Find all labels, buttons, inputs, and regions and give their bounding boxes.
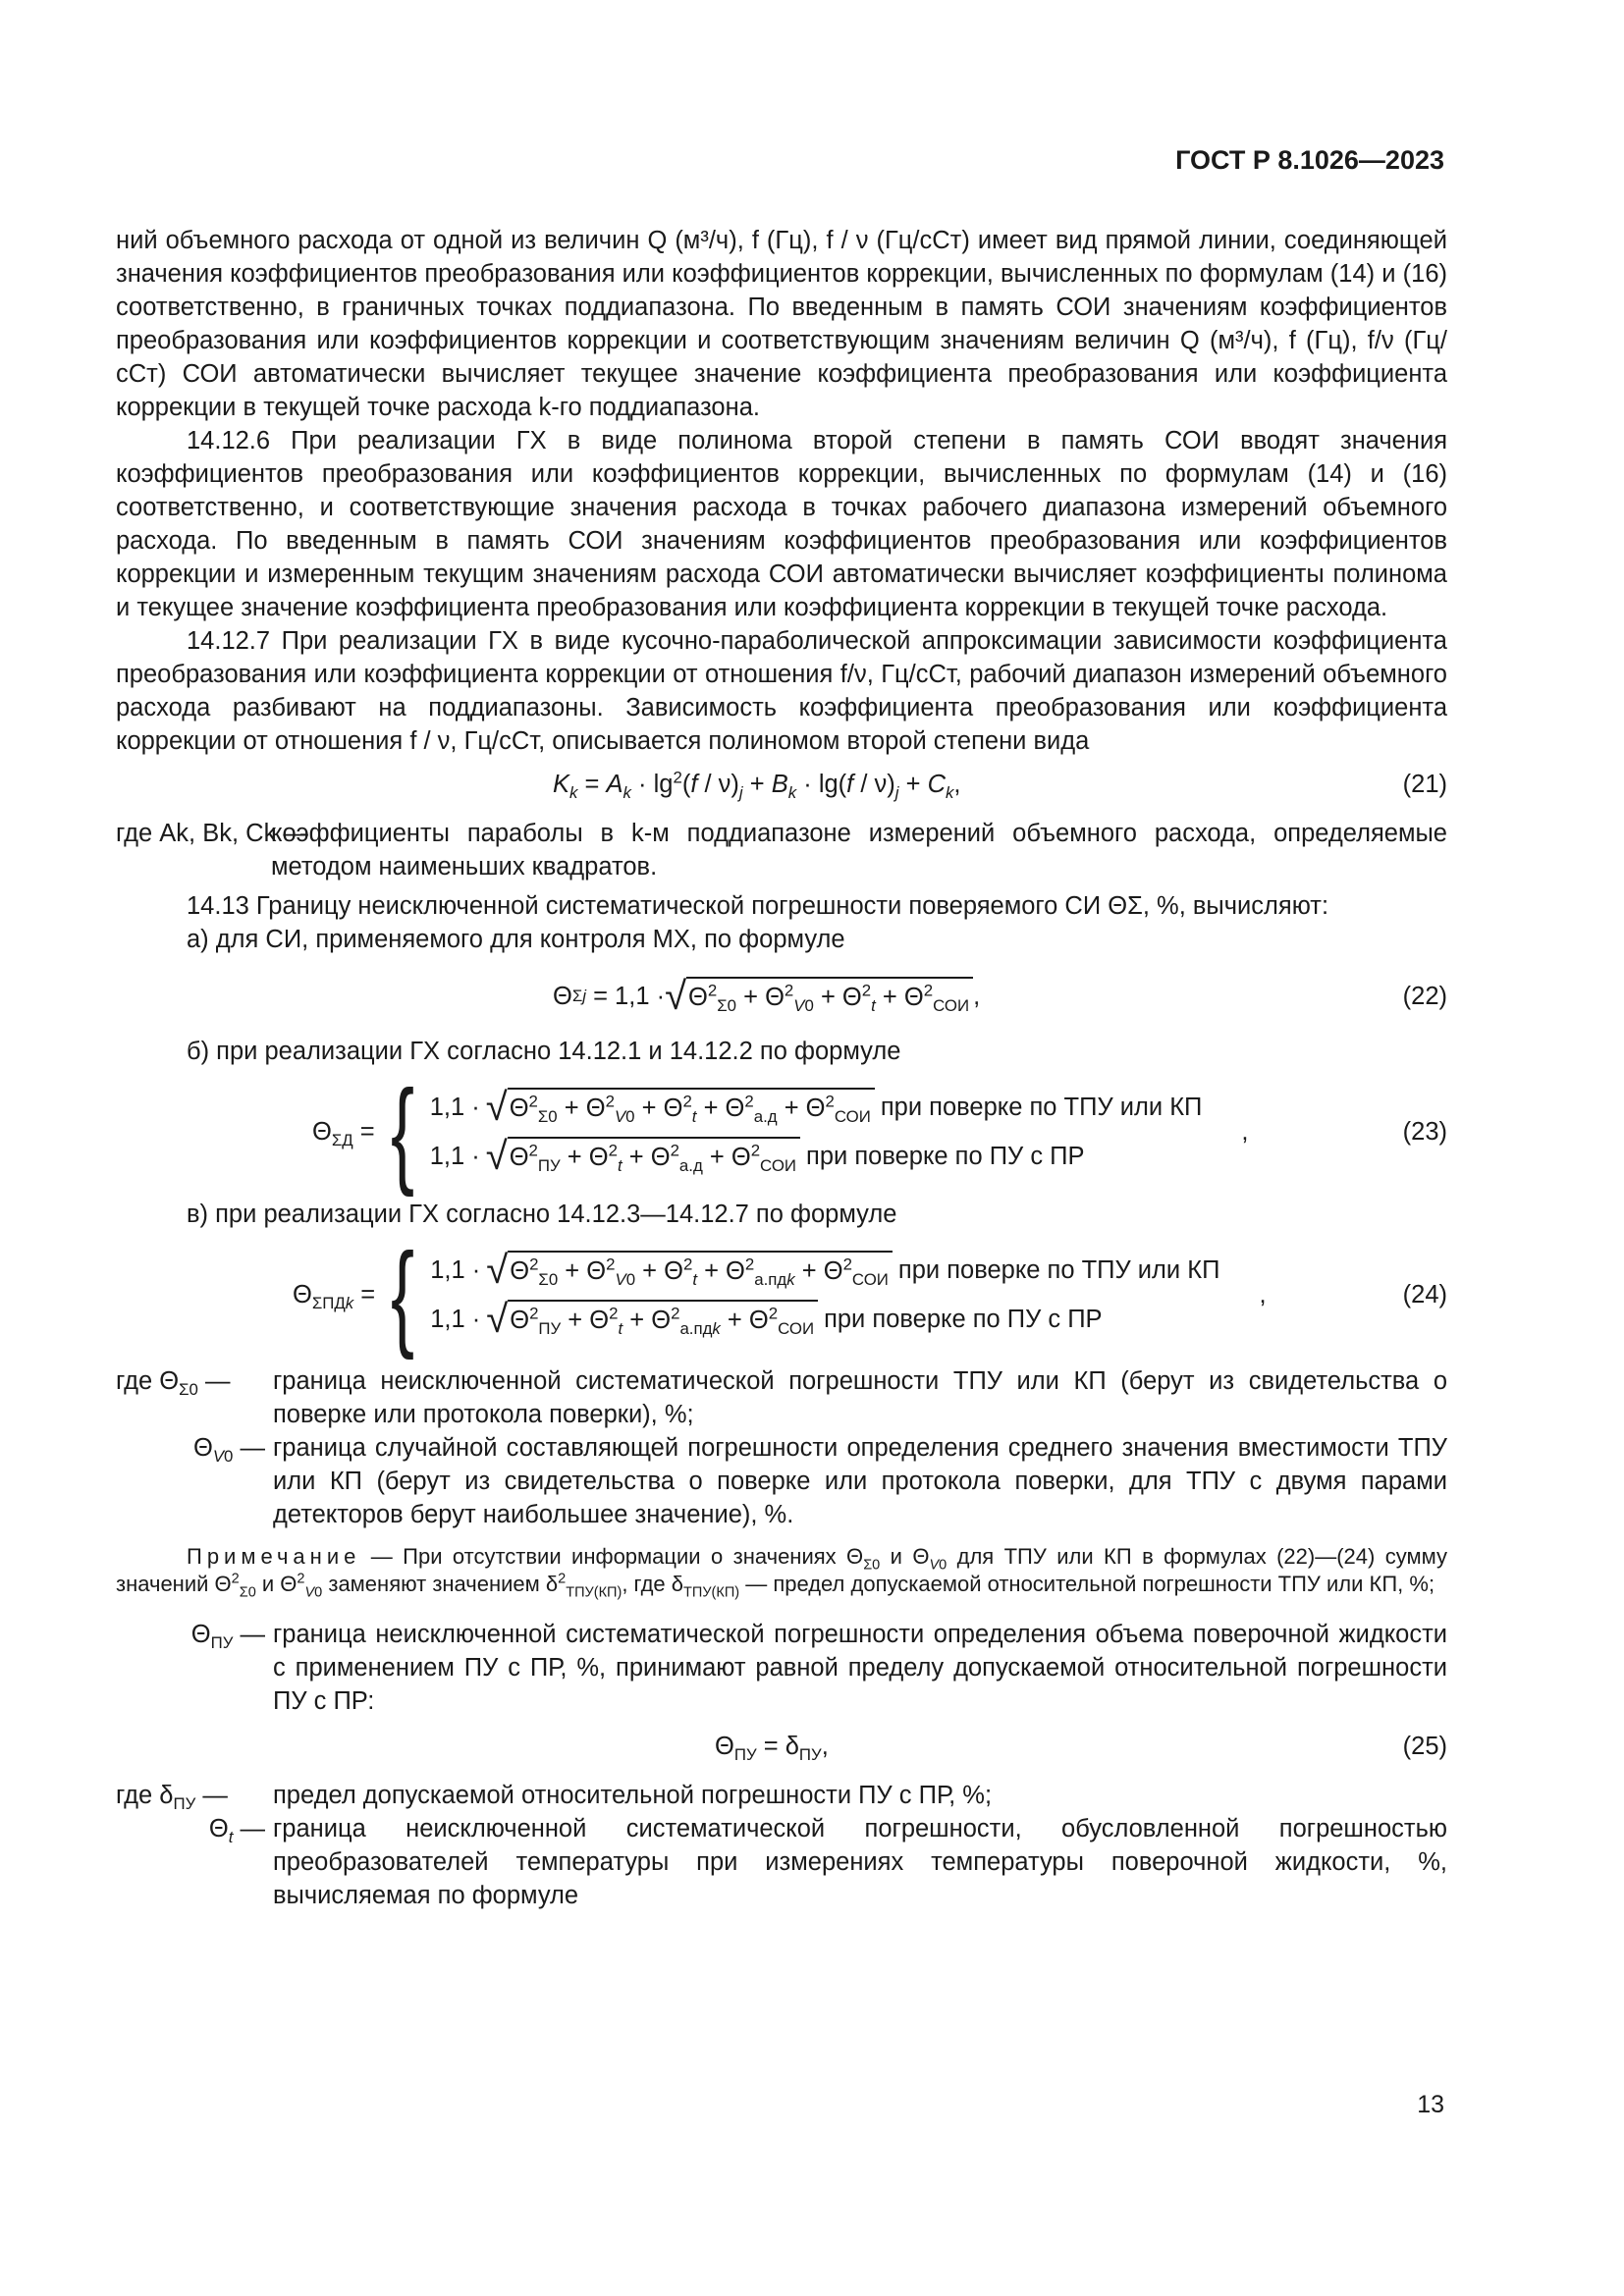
condition-tpu: при поверке по ТПУ или КП <box>897 1256 1220 1284</box>
equation-number: (21) <box>1402 771 1447 798</box>
paragraph-continuation: ний объемного расхода от одной из величин Q (м³/ч), f (Гц), f / ν (Гц/сСт) имеет вид прямой линии, соединяющей значения коэффициентов преобразования или коэффициентов коррекции, вычисленных по формулам (14) и (16) соответственно, в граничных точках поддиапазона. По введенным в память СОИ значениям коэффициентов преобразования или коэффициентов коррекции и соответствующим значениям величин Q (м³/ч), f (Гц), f/ν (Гц/сСт) СОИ автоматически вычисляет текущее значение коэффициента преобразования или коэффициента коррекции в текущей точке расхода k-го поддиапазона. <box>116 227 1447 421</box>
equation-22: Θ Σj = 1,1 · √ $\Theta^2_{\Sigma 0} + \Theta^2_{V0} + \Theta^2_t + \Theta^2_{СОИ}$ , (22) <box>553 975 1447 1018</box>
paragraph-14-12-7: 14.12.7 При реализации ГХ в виде кусочно-параболической аппроксимации зависимости коэффициента преобразования или коэффициента коррекции от отношения f/ν, Гц/сСт, рабочий диапазон измерений объемного расхода разбивают на поддиапазоны. Зависимость коэффициента преобразования или коэффициента коррекции от отношения f / ν, Гц/сСт, описывается полиномом второй степени вида <box>116 627 1447 755</box>
equation-24: $\Theta_{\Sigma ПДk}$ = { 1,1 · √ $\Theta^2_{\Sigma 0} + \Theta^2_{V0} + \Theta^2_t + \Theta^2_{а.пдk} + \Theta^2_{СОИ}$ при поверке по ТПУ или КП 1,1 · √ $\Theta^2_{ПУ} + \Theta^2_t + \Theta^2_{а.пдk} + \Theta^2_{СОИ}$ при поверке по ПУ с ПР , (24) <box>293 1229 1447 1361</box>
condition-tpu: при поверке по ТПУ или КП <box>880 1094 1203 1121</box>
item-a: а) для СИ, применяемого для контроля МХ, по формуле <box>187 926 845 953</box>
definition-theta-s0: где $\Theta_{\Sigma 0}$ — граница неисключенной систематической погрешности ТПУ или КП (берут из свидетельства о поверке или протокола поверки), %; <box>116 1367 1447 1428</box>
condition-pu: при поверке по ПУ с ПР <box>824 1306 1103 1333</box>
document-header: ГОСТ Р 8.1026—2023 <box>1175 145 1444 175</box>
paragraph-14-13: 14.13 Границу неисключенной систематической погрешности поверяемого СИ ΘΣ, %, вычисляют: <box>187 892 1329 920</box>
equation-number: (23) <box>1402 1118 1447 1146</box>
curly-brace: { <box>390 1066 414 1198</box>
curly-brace: { <box>391 1229 415 1361</box>
equation-number: (24) <box>1402 1281 1447 1308</box>
paragraph-14-12-6: 14.12.6 При реализации ГХ в виде полинома второй степени в память СОИ вводят значения коэффициентов преобразования или коэффициентов коррекции, вычисленных по формулам (14) и (16) соответственно, и соответствующие значения расхода в точках рабочего диапазона измерений объемного расхода. По введенным в память СОИ значениям коэффициентов преобразования или коэффициентов коррекции и измеренным текущим значениям расхода СОИ автоматически вычисляет коэффициенты полинома и текущее значение коэффициента преобразования или коэффициента коррекции в текущей точке расхода. <box>116 427 1447 621</box>
equation-23: $\Theta_{\Sigma Д}$ = { 1,1 · √ $\Theta^2_{\Sigma 0} + \Theta^2_{V0} + \Theta^2_t + \Theta^2_{а.д} + \Theta^2_{СОИ}$ при поверке по ТПУ или КП 1,1 · √ $\Theta^2_{ПУ} + \Theta^2_t + \Theta^2_{а.д} + \Theta^2_{СОИ}$ при поверке по ПУ с ПР , (23) <box>312 1066 1447 1198</box>
note: Примечание — При отсутствии информации о значениях $\Theta_{\Sigma 0}$ и $\Theta_{V0}$ для ТПУ или КП в формулах (22)—(24) сумму значений $\Theta^2_{\Sigma 0}$ и $\Theta^2_{V0}$ заменяют значением $\delta^2_{ТПУ(КП)}$, где $\delta_{ТПУ(КП)}$ — предел допускаемой относительной погрешности ТПУ или КП, %; <box>116 1544 1447 1601</box>
note-heading: Примечание <box>187 1544 361 1569</box>
item-c: в) при реализации ГХ согласно 14.12.3—14.12.7 по формуле <box>187 1201 897 1228</box>
equation-number: (22) <box>1402 983 1447 1010</box>
definition-theta-v0: $\Theta_{V0}$ — граница случайной составляющей погрешности определения среднего значения вместимости ТПУ или КП (берут из свидетельства о поверке или протокола поверки, для ТПУ с двумя парами детекторов берут наибольшее значение), %. <box>192 1434 1447 1528</box>
definition-label: где Ak, Bk, Ck — <box>116 820 308 847</box>
equation-25: $\Theta_{ПУ} = \delta_{ПУ}$, (25) <box>116 1722 1447 1771</box>
page-number: 13 <box>1417 2091 1444 2118</box>
definition-text: коэффициенты параболы в k-м поддиапазоне измерений объемного расхода, определяемые методом наименьших квадратов. <box>271 820 1447 881</box>
condition-pu: при поверке по ПУ с ПР <box>806 1143 1085 1170</box>
definition-theta-pu: $\Theta_{ПУ}$ — граница неисключенной систематической погрешности определения объема поверочной жидкости с применением ПУ с ПР, %, принимают равной пределу допускаемой относительной погрешности ПУ с ПР: <box>190 1621 1447 1715</box>
equation-21: $K_k = A_k \cdot \lg^2(f / \nu)_j + B_k \cdot \lg(f / \nu)_j + C_k$, (21) <box>553 768 1447 803</box>
page-content <box>116 224 1447 1912</box>
sqrt-expression: √ $\Theta^2_{\Sigma 0} + \Theta^2_{V0} + \Theta^2_t + \Theta^2_{СОИ}$ <box>665 977 973 1016</box>
definition-delta-pu: где $\delta_{ПУ}$ — предел допускаемой относительной погрешности ПУ с ПР, %; <box>116 1782 993 1814</box>
item-b: б) при реализации ГХ согласно 14.12.1 и 14.12.2 по формуле <box>187 1038 901 1065</box>
definition-abc <box>116 817 1447 883</box>
equation-number: (25) <box>1402 1733 1447 1760</box>
definition-theta-t: $\Theta_t$ — граница неисключенной систематической погрешности, обусловленной погрешностью преобразователей температуры при измерениях температуры поверочной жидкости, %, вычисляемая по формуле <box>208 1815 1447 1909</box>
